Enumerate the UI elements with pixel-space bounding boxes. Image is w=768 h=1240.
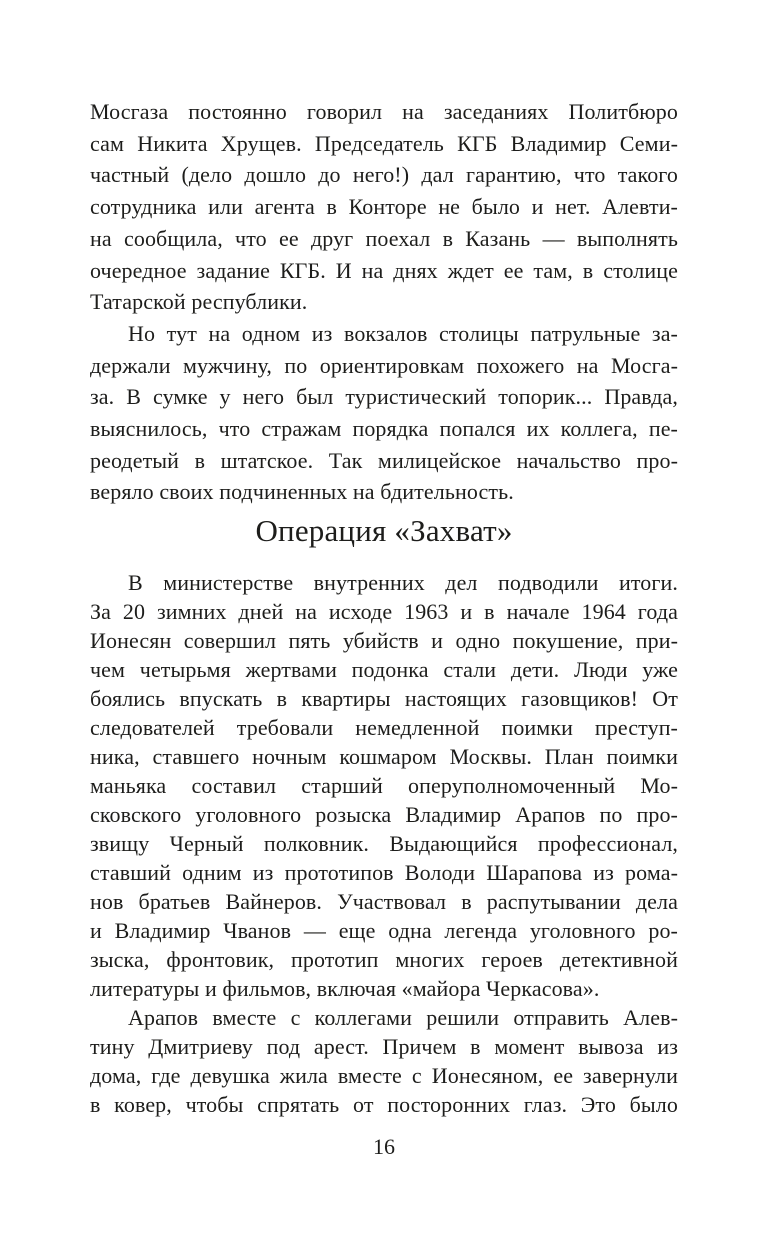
text-line: выяснилось, что стражам порядка попался их коллега, пе-: [90, 416, 678, 442]
paragraph: [90, 1003, 678, 1119]
section-heading: Операция «Захват»: [255, 513, 513, 548]
text-line: Мосгаза постоянно говорил на заседаниях Политбюро: [90, 99, 678, 124]
paragraph: [90, 318, 678, 508]
text-line: дома, где девушка жила вместе с Ионесяном, ее завернули: [90, 1063, 678, 1088]
text-line: за. В сумке у него был туристический топорик... Правда,: [90, 384, 678, 410]
text-line: Татарской республики.: [90, 289, 308, 315]
text-line: маньяка составил старший оперуполномоченный Мо-: [90, 773, 678, 798]
text-line: В министерстве внутренних дел подводили итоги.: [128, 570, 678, 595]
text-line: частный (дело дошло до него!) дал гарантию, что такого: [90, 162, 678, 188]
text-line: очередное задание КГБ. И на днях ждет ее там, в столице: [90, 257, 678, 283]
text-line: Ионесян совершил пять убийств и одно покушение, при-: [90, 628, 678, 653]
text-line: литературы и фильмов, включая «майора Черкасова».: [90, 976, 600, 1001]
text-line: и Владимир Чванов — еще одна легенда уголовного ро-: [90, 918, 678, 943]
text-line: на сообщила, что ее друг поехал в Казань — выполнять: [90, 225, 678, 251]
text-line: нов братьев Вайнеров. Участвовал в распутывании дела: [90, 889, 678, 914]
page-number: 16: [373, 1134, 395, 1159]
text-line: чем четырьмя жертвами подонка стали дети. Люди уже: [90, 657, 678, 682]
body-text-before-heading: [90, 96, 678, 508]
text-line: ставший одним из прототипов Володи Шарапова из рома-: [90, 860, 678, 885]
text-line: зыска, фронтовик, прототип многих героев детективной: [90, 947, 678, 972]
text-line: сковского уголовного розыска Владимир Арапов по про-: [90, 802, 678, 827]
text-line: звищу Черный полковник. Выдающийся профессионал,: [90, 831, 678, 856]
paragraph: [90, 568, 678, 1003]
text-line: сотрудника или агента в Конторе не было и нет. Алевти-: [90, 194, 678, 220]
text-line: следователей требовали немедленной поимки преступ-: [90, 715, 678, 740]
text-line: Арапов вместе с коллегами решили отправить Алев-: [128, 1005, 678, 1030]
body-text-after-heading: [90, 568, 678, 1119]
text-line: ника, ставшего ночным кошмаром Москвы. План поимки: [90, 744, 678, 769]
paragraph: [90, 96, 678, 318]
text-line: боялись впускать в квартиры настоящих газовщиков! От: [90, 686, 678, 711]
text-line: Но тут на одном из вокзалов столицы патрульные за-: [128, 320, 678, 346]
text-line: сам Никита Хрущев. Председатель КГБ Владимир Семи-: [90, 130, 678, 156]
text-line: держали мужчину, по ориентировкам похожего на Мосга-: [90, 352, 678, 378]
text-line: реодетый в штатское. Так милицейское начальство про-: [90, 447, 678, 473]
text-line: в ковер, чтобы спрятать от посторонних глаз. Это было: [90, 1092, 678, 1117]
text-line: За 20 зимних дней на исходе 1963 и в начале 1964 года: [90, 599, 678, 624]
text-line: тину Дмитриеву под арест. Причем в момент вывоза из: [90, 1034, 678, 1059]
text-line: веряло своих подчиненных на бдительность.: [90, 479, 514, 505]
